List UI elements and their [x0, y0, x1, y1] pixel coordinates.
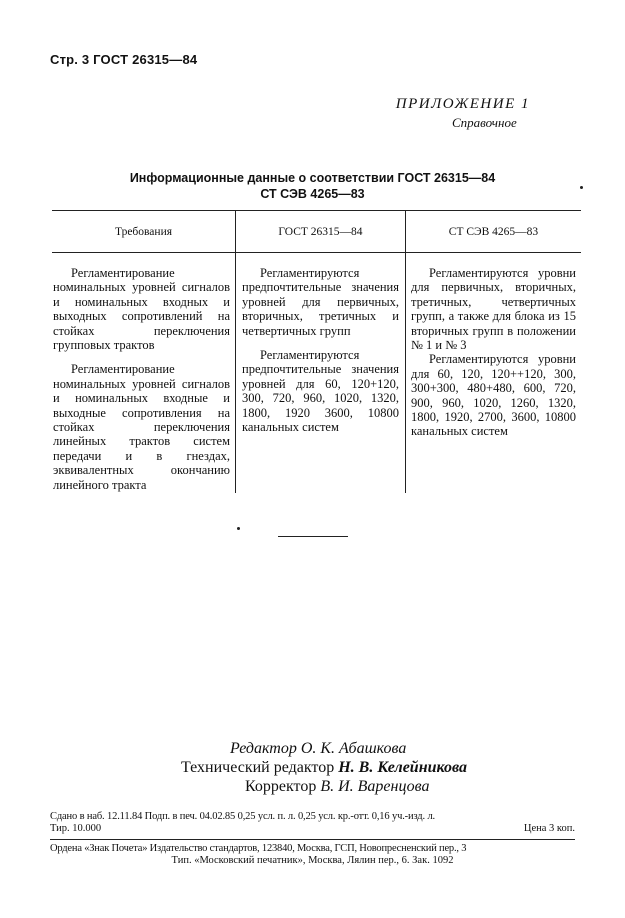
table-title-line-2: СТ СЭВ 4265—83 — [260, 187, 365, 201]
corrector-label: Корректор — [245, 778, 317, 795]
appendix-subtitle: Справочное — [452, 115, 517, 130]
imprint-price: Цена 3 коп. — [523, 823, 575, 834]
table-header-rule — [52, 252, 581, 253]
page-header: Стр. 3 ГОСТ 26315—84 — [50, 52, 198, 67]
column-header-st-sev: СТ СЭВ 4265—83 — [448, 226, 539, 238]
corrector-line — [245, 778, 430, 796]
gost-cell: Регламентируются предпочтительные значения уровней для 60, 120+120, 300, 720, 960, 1020, 1320, 1800, 1920 3600, 10800 канальных систем — [242, 348, 399, 435]
table-title-line-1: Информационные данные о соответствии ГОСТ 26315—84 — [129, 171, 496, 185]
st-sev-cell: Регламентируются уровни для первичных, вторичных, третичных, четвертичных групп, а также для блока из 15 вторичных групп в положении № 1 и № 3 — [411, 266, 576, 353]
appendix-title: ПРИЛОЖЕНИЕ 1 — [395, 96, 530, 112]
imprint-printer: Тип. «Московский печатник», Москва, Лялин пер., 6. Зак. 1092 — [171, 855, 454, 866]
imprint-circulation: Тир. 10.000 — [50, 823, 102, 834]
requirement-cell: Регламентирование номинальных уровней сигналов и номинальных входные и выходные сопротивления на стойках переключения линейных трактов систем передачи и в гнездах, эквивалентных окончанию линейного тракта — [53, 362, 230, 492]
editor-name: О. К. Абашкова — [300, 740, 407, 757]
imprint-publisher: Ордена «Знак Почета» Издательство стандартов, 123840, Москва, ГСП, Новопресненский пер., 3 — [50, 843, 467, 854]
corrector-name: В. И. Варенцова — [320, 778, 430, 795]
table-column-divider-1 — [235, 210, 236, 493]
imprint-circulation-row — [50, 823, 575, 835]
tech-editor-name: Н. В. Келейникова — [338, 759, 468, 776]
requirements-column — [53, 266, 230, 492]
column-header-requirements: Требования — [114, 226, 173, 238]
imprint-rule — [50, 839, 575, 840]
tech-editor-line — [181, 759, 467, 777]
st-sev-cell: Регламентируются уровни для 60, 120, 120++120, 300, 300+300, 480+480, 600, 720, 900, 960, 1020, 1260, 1320, 1800, 1920, 2700, 3600, 10800 канальных систем — [411, 352, 576, 439]
imprint-block — [50, 811, 575, 835]
st-sev-column — [411, 266, 576, 439]
table-top-rule — [52, 210, 581, 211]
editor-line — [230, 740, 406, 758]
imprint-signing-line: Сдано в наб. 12.11.84 Подп. в печ. 04.02.85 0,25 усл. п. л. 0,25 усл. кр.-отт. 0,16 уч.-изд. л. — [50, 811, 436, 822]
print-speck — [580, 186, 583, 189]
column-header-gost: ГОСТ 26315—84 — [278, 226, 363, 238]
gost-cell: Регламентируются предпочтительные значения уровней для первичных, вторичных, третичных и четвертичных групп — [242, 266, 399, 338]
editor-label: Редактор — [230, 740, 297, 757]
print-speck — [237, 527, 240, 530]
gost-column — [242, 266, 399, 434]
imprint-publisher-block — [50, 843, 575, 867]
tech-editor-label: Технический редактор — [181, 759, 335, 776]
requirement-cell: Регламентирование номинальных уровней сигналов и номинальных входных и выходных сопротивлений на стойках переключения групповых трактов — [53, 266, 230, 353]
separator-rule — [278, 536, 348, 537]
table-column-divider-2 — [405, 210, 406, 493]
